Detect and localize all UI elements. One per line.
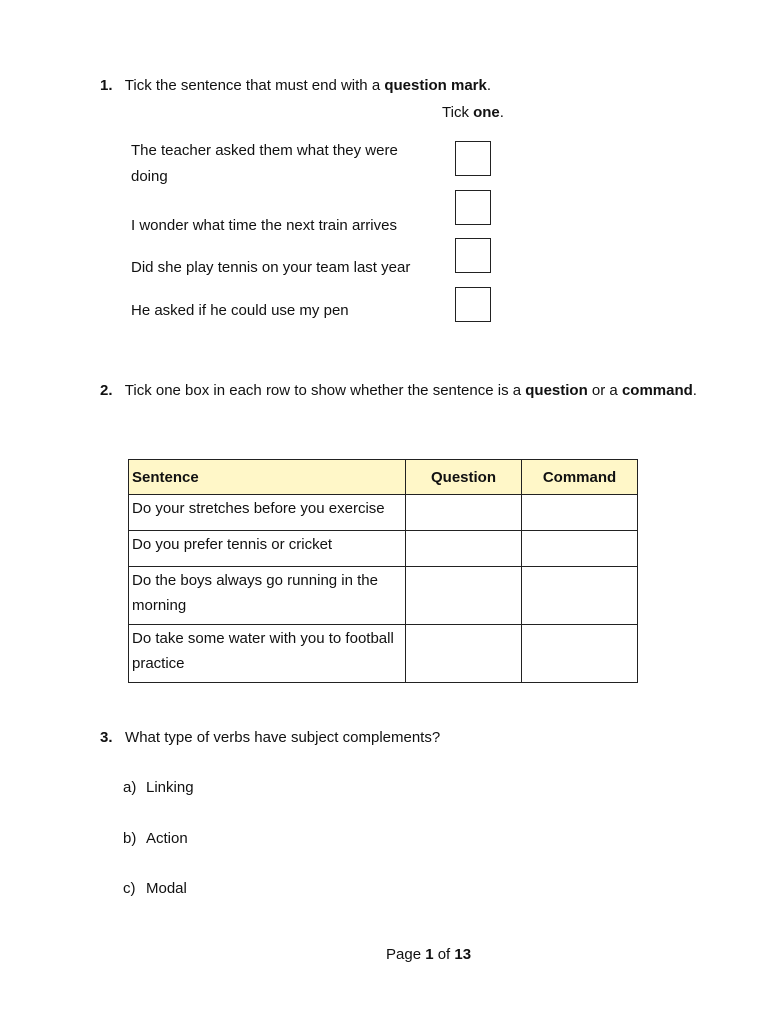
option-letter: c) [123, 880, 136, 897]
question-3-text: What type of verbs have subject complements? [125, 729, 441, 746]
question-2-text-mid: or a [587, 382, 622, 399]
tick-instruction-period: . [499, 104, 504, 121]
q1-option-3-text: Did she play tennis on your team last year [131, 259, 411, 276]
question-2-emphasis-question: question [525, 382, 588, 399]
question-2-prompt [100, 382, 697, 399]
row-2-sentence: Do you prefer tennis or cricket [129, 531, 406, 567]
table-row [129, 531, 638, 567]
footer-of-word: of [433, 946, 455, 963]
q3-option-b[interactable] [123, 830, 188, 847]
footer-total-pages: 13 [454, 946, 472, 963]
question-1-emphasis: question mark [384, 77, 487, 94]
row-2-command-cell[interactable] [522, 531, 638, 567]
row-4-command-cell[interactable] [522, 625, 638, 683]
row-3-sentence: Do the boys always go running in the morning [129, 567, 406, 625]
row-4-question-cell[interactable] [406, 625, 522, 683]
question-1-text: Tick the sentence that must end with a [124, 77, 385, 94]
question-2-period: . [692, 382, 697, 399]
footer-current-page: 1 [425, 946, 434, 963]
header-question: Question [406, 460, 522, 495]
question-2-emphasis-command: command [621, 382, 693, 399]
question-2-number: 2. [100, 382, 113, 399]
row-3-question-cell[interactable] [406, 567, 522, 625]
table-header-row [129, 460, 638, 495]
q1-option-2-tickbox[interactable] [455, 190, 491, 225]
question-3-prompt [100, 729, 440, 746]
tick-one-instruction [442, 104, 504, 121]
tick-instruction-emphasis: one [473, 104, 500, 121]
question-1-prompt [100, 77, 491, 94]
q1-option-2-text: I wonder what time the next train arrives [131, 217, 397, 234]
question-1-period: . [486, 77, 492, 94]
q3-option-a[interactable] [123, 779, 194, 796]
option-letter: b) [123, 830, 137, 847]
option-label: Action [146, 830, 188, 847]
option-label: Modal [146, 880, 187, 897]
row-2-question-cell[interactable] [406, 531, 522, 567]
row-1-command-cell[interactable] [522, 495, 638, 531]
question-3-number: 3. [100, 729, 113, 746]
footer-page-word: Page [386, 946, 426, 963]
question-1-number: 1. [100, 77, 113, 94]
question-2-text: Tick one box in each row to show whether the sentence is a [124, 382, 526, 399]
q3-option-c[interactable] [123, 880, 187, 897]
row-3-command-cell[interactable] [522, 567, 638, 625]
row-4-sentence: Do take some water with you to football practice [129, 625, 406, 683]
table-row [129, 625, 638, 683]
q1-option-4-text: He asked if he could use my pen [131, 302, 349, 319]
q1-option-1-tickbox[interactable] [455, 141, 491, 176]
q1-option-1-text: The teacher asked them what they were doing [131, 142, 398, 185]
option-letter: a) [123, 779, 137, 796]
page-number-footer [386, 946, 471, 963]
question-2-table [128, 459, 638, 683]
q1-option-4-tickbox[interactable] [455, 287, 491, 322]
table-row [129, 495, 638, 531]
tick-instruction-text: Tick [442, 104, 474, 121]
header-command: Command [522, 460, 638, 495]
table-row [129, 567, 638, 625]
q1-option-3-tickbox[interactable] [455, 238, 491, 273]
row-1-sentence: Do your stretches before you exercise [129, 495, 406, 531]
option-label: Linking [146, 779, 194, 796]
row-1-question-cell[interactable] [406, 495, 522, 531]
header-sentence: Sentence [129, 460, 406, 495]
